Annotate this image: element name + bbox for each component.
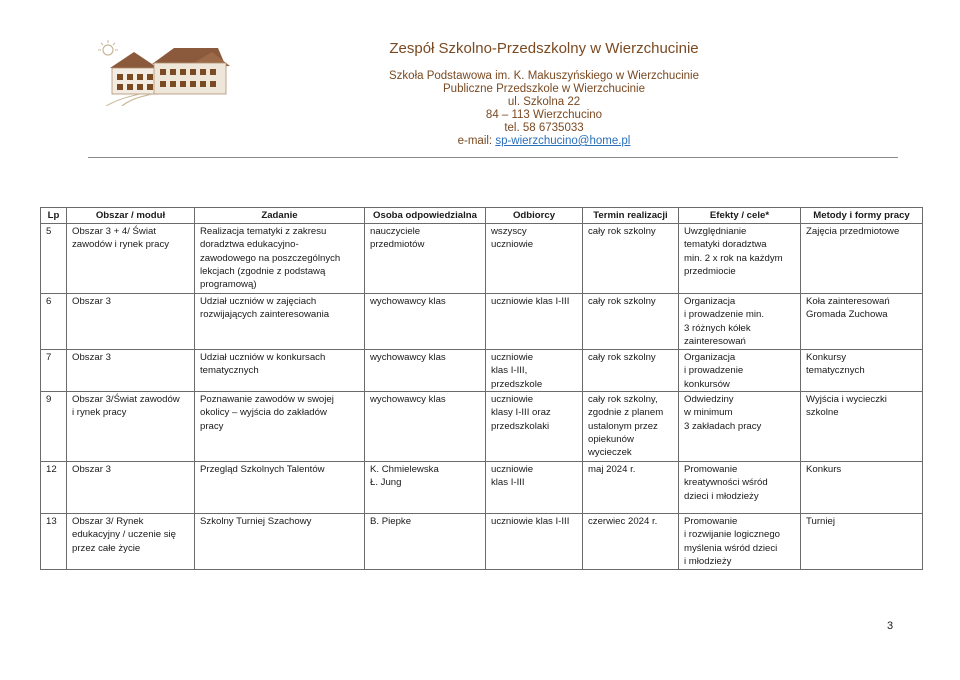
table-cell: Koła zainteresowań Gromada Zuchowa (801, 294, 923, 350)
table-cell: Zajęcia przedmiotowe (801, 224, 923, 294)
table-cell: Udział uczniów w konkursach tematycznych (195, 350, 365, 392)
column-header: Odbiorcy (486, 208, 583, 224)
table-cell: Poznawanie zawodów w swojej okolicy – wyjścia do zakładów pracy (195, 392, 365, 462)
school-building-logo (92, 38, 232, 106)
table-cell: Obszar 3 (67, 350, 195, 392)
table-cell: 5 (41, 224, 67, 294)
table-cell: 9 (41, 392, 67, 462)
table-cell: cały rok szkolny (583, 224, 679, 294)
table-cell: czerwiec 2024 r. (583, 514, 679, 570)
table-cell: Szkolny Turniej Szachowy (195, 514, 365, 570)
table-cell: wszyscy uczniowie (486, 224, 583, 294)
table-cell: Organizacja i prowadzenie konkursów (679, 350, 801, 392)
table-cell: Organizacja i prowadzenie min. 3 różnych kółek zainteresowań (679, 294, 801, 350)
school-name: Szkoła Podstawowa im. K. Makuszyńskiego w Wierzchucinie (389, 70, 699, 82)
table-cell: Wyjścia i wycieczki szkolne (801, 392, 923, 462)
table-cell: uczniowie klasy I-III oraz przedszkolaki (486, 392, 583, 462)
email-link[interactable]: sp-wierzchucino@home.pl (495, 135, 631, 147)
letterhead (0, 0, 960, 160)
table-cell: 12 (41, 462, 67, 514)
table-cell: uczniowie klas I-III (486, 294, 583, 350)
career-guidance-table (40, 207, 923, 570)
table-cell: Uwzględnianie tematyki doradztwa min. 2 x rok na każdym przedmiocie (679, 224, 801, 294)
table-cell: Przegląd Szkolnych Talentów (195, 462, 365, 514)
table-cell: Obszar 3 + 4/ Świat zawodów i rynek pracy (67, 224, 195, 294)
table-cell: 6 (41, 294, 67, 350)
column-header: Efekty / cele* (679, 208, 801, 224)
table-cell: uczniowie klas I-III, przedszkole (486, 350, 583, 392)
table-cell: Konkursy tematycznych (801, 350, 923, 392)
table-cell: Konkurs (801, 462, 923, 514)
table-cell: nauczyciele przedmiotów (365, 224, 486, 294)
table-cell: cały rok szkolny, zgodnie z planem ustalonym przez opiekunów wycieczek (583, 392, 679, 462)
table-cell: maj 2024 r. (583, 462, 679, 514)
table-row (41, 514, 923, 570)
table-cell: Obszar 3 (67, 294, 195, 350)
table-cell: 7 (41, 350, 67, 392)
table-row (41, 462, 923, 514)
phone-number: tel. 58 6735033 (504, 122, 584, 134)
header-divider (88, 157, 898, 158)
column-header: Lp (41, 208, 67, 224)
table-cell: cały rok szkolny (583, 294, 679, 350)
email-label: e-mail: (457, 135, 496, 147)
street-address: ul. Szkolna 22 (507, 96, 581, 108)
column-header: Metody i formy pracy (801, 208, 923, 224)
table-cell: wychowawcy klas (365, 350, 486, 392)
table-cell: Udział uczniów w zajęciach rozwijających zainteresowania (195, 294, 365, 350)
table-cell: Obszar 3/Świat zawodów i rynek pracy (67, 392, 195, 462)
page-number: 3 (887, 620, 894, 632)
table-cell: cały rok szkolny (583, 350, 679, 392)
postal-address: 84 – 113 Wierzchucino (485, 109, 603, 121)
table-cell: Obszar 3/ Rynek edukacyjny / uczenie się przez całe życie (67, 514, 195, 570)
table-cell: 13 (41, 514, 67, 570)
table-cell: Realizacja tematyki z zakresu doradztwa edukacyjno- zawodowego na poszczególnych lekcjach (zgodnie z podstawą programową) (195, 224, 365, 294)
table-cell: Obszar 3 (67, 462, 195, 514)
table-cell: K. Chmielewska Ł. Jung (365, 462, 486, 514)
table-cell: wychowawcy klas (365, 392, 486, 462)
table-row (41, 350, 923, 392)
email-line (300, 135, 788, 148)
table-cell: wychowawcy klas (365, 294, 486, 350)
table-cell: Promowanie i rozwijanie logicznego myślenia wśród dzieci i młodzieży (679, 514, 801, 570)
organization-name: Zespół Szkolno-Przedszkolny w Wierzchucinie (389, 40, 699, 57)
table-header-row (41, 208, 923, 224)
table-cell: uczniowie klas I-III (486, 462, 583, 514)
column-header: Osoba odpowiedzialna (365, 208, 486, 224)
column-header: Obszar / moduł (67, 208, 195, 224)
table-row (41, 392, 923, 462)
table-cell: Promowanie kreatywności wśród dzieci i młodzieży (679, 462, 801, 514)
table-cell: Odwiedziny w minimum 3 zakładach pracy (679, 392, 801, 462)
table-row (41, 294, 923, 350)
column-header: Termin realizacji (583, 208, 679, 224)
column-header: Zadanie (195, 208, 365, 224)
table-cell: B. Piepke (365, 514, 486, 570)
preschool-name: Publiczne Przedszkole w Wierzchucinie (443, 83, 645, 95)
table-cell: Turniej (801, 514, 923, 570)
table-row (41, 224, 923, 294)
table-cell: uczniowie klas I-III (486, 514, 583, 570)
